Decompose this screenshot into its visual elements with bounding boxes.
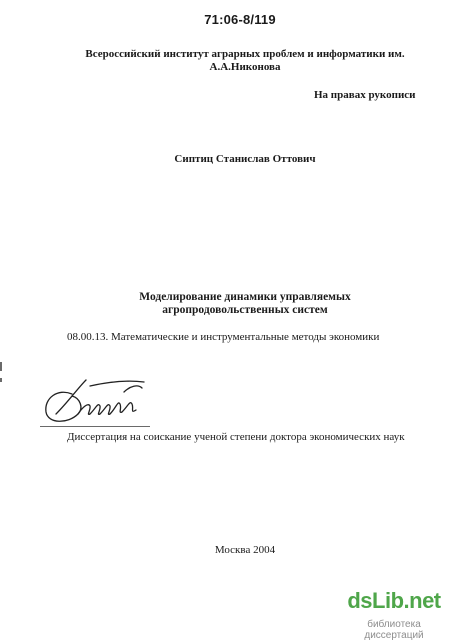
watermark-logo: dsLib.net [347, 588, 441, 613]
title-line2: агропродовольственных систем [162, 304, 328, 316]
handwritten-signature [38, 368, 148, 428]
archive-code: 71:06-8/119 [204, 12, 276, 27]
scan-mark-top [0, 362, 2, 371]
city-year: Москва 2004 [214, 544, 276, 556]
rights-note: На правах рукописи [314, 89, 416, 101]
specialty-code: 08.00.13. Математические и инструментальные методы экономики [67, 331, 380, 343]
dissertation-note: Диссертация на соискание ученой степени доктора экономических наук [67, 431, 405, 443]
scan-mark-bottom [0, 378, 2, 382]
institute-name-line1: Всероссийский институт аграрных проблем и информатики им. [85, 48, 405, 60]
watermark-subtitle: библиотека диссертаций [364, 619, 424, 641]
institute-name [40, 48, 450, 74]
institute-name-line2: А.А.Никонова [209, 61, 281, 73]
signature-line [40, 426, 150, 427]
author-name: Сиптиц Станислав Оттович [174, 153, 316, 165]
dissertation-title [40, 291, 450, 317]
title-line1: Моделирование динамики управляемых [139, 291, 351, 303]
watermark [338, 588, 450, 639]
